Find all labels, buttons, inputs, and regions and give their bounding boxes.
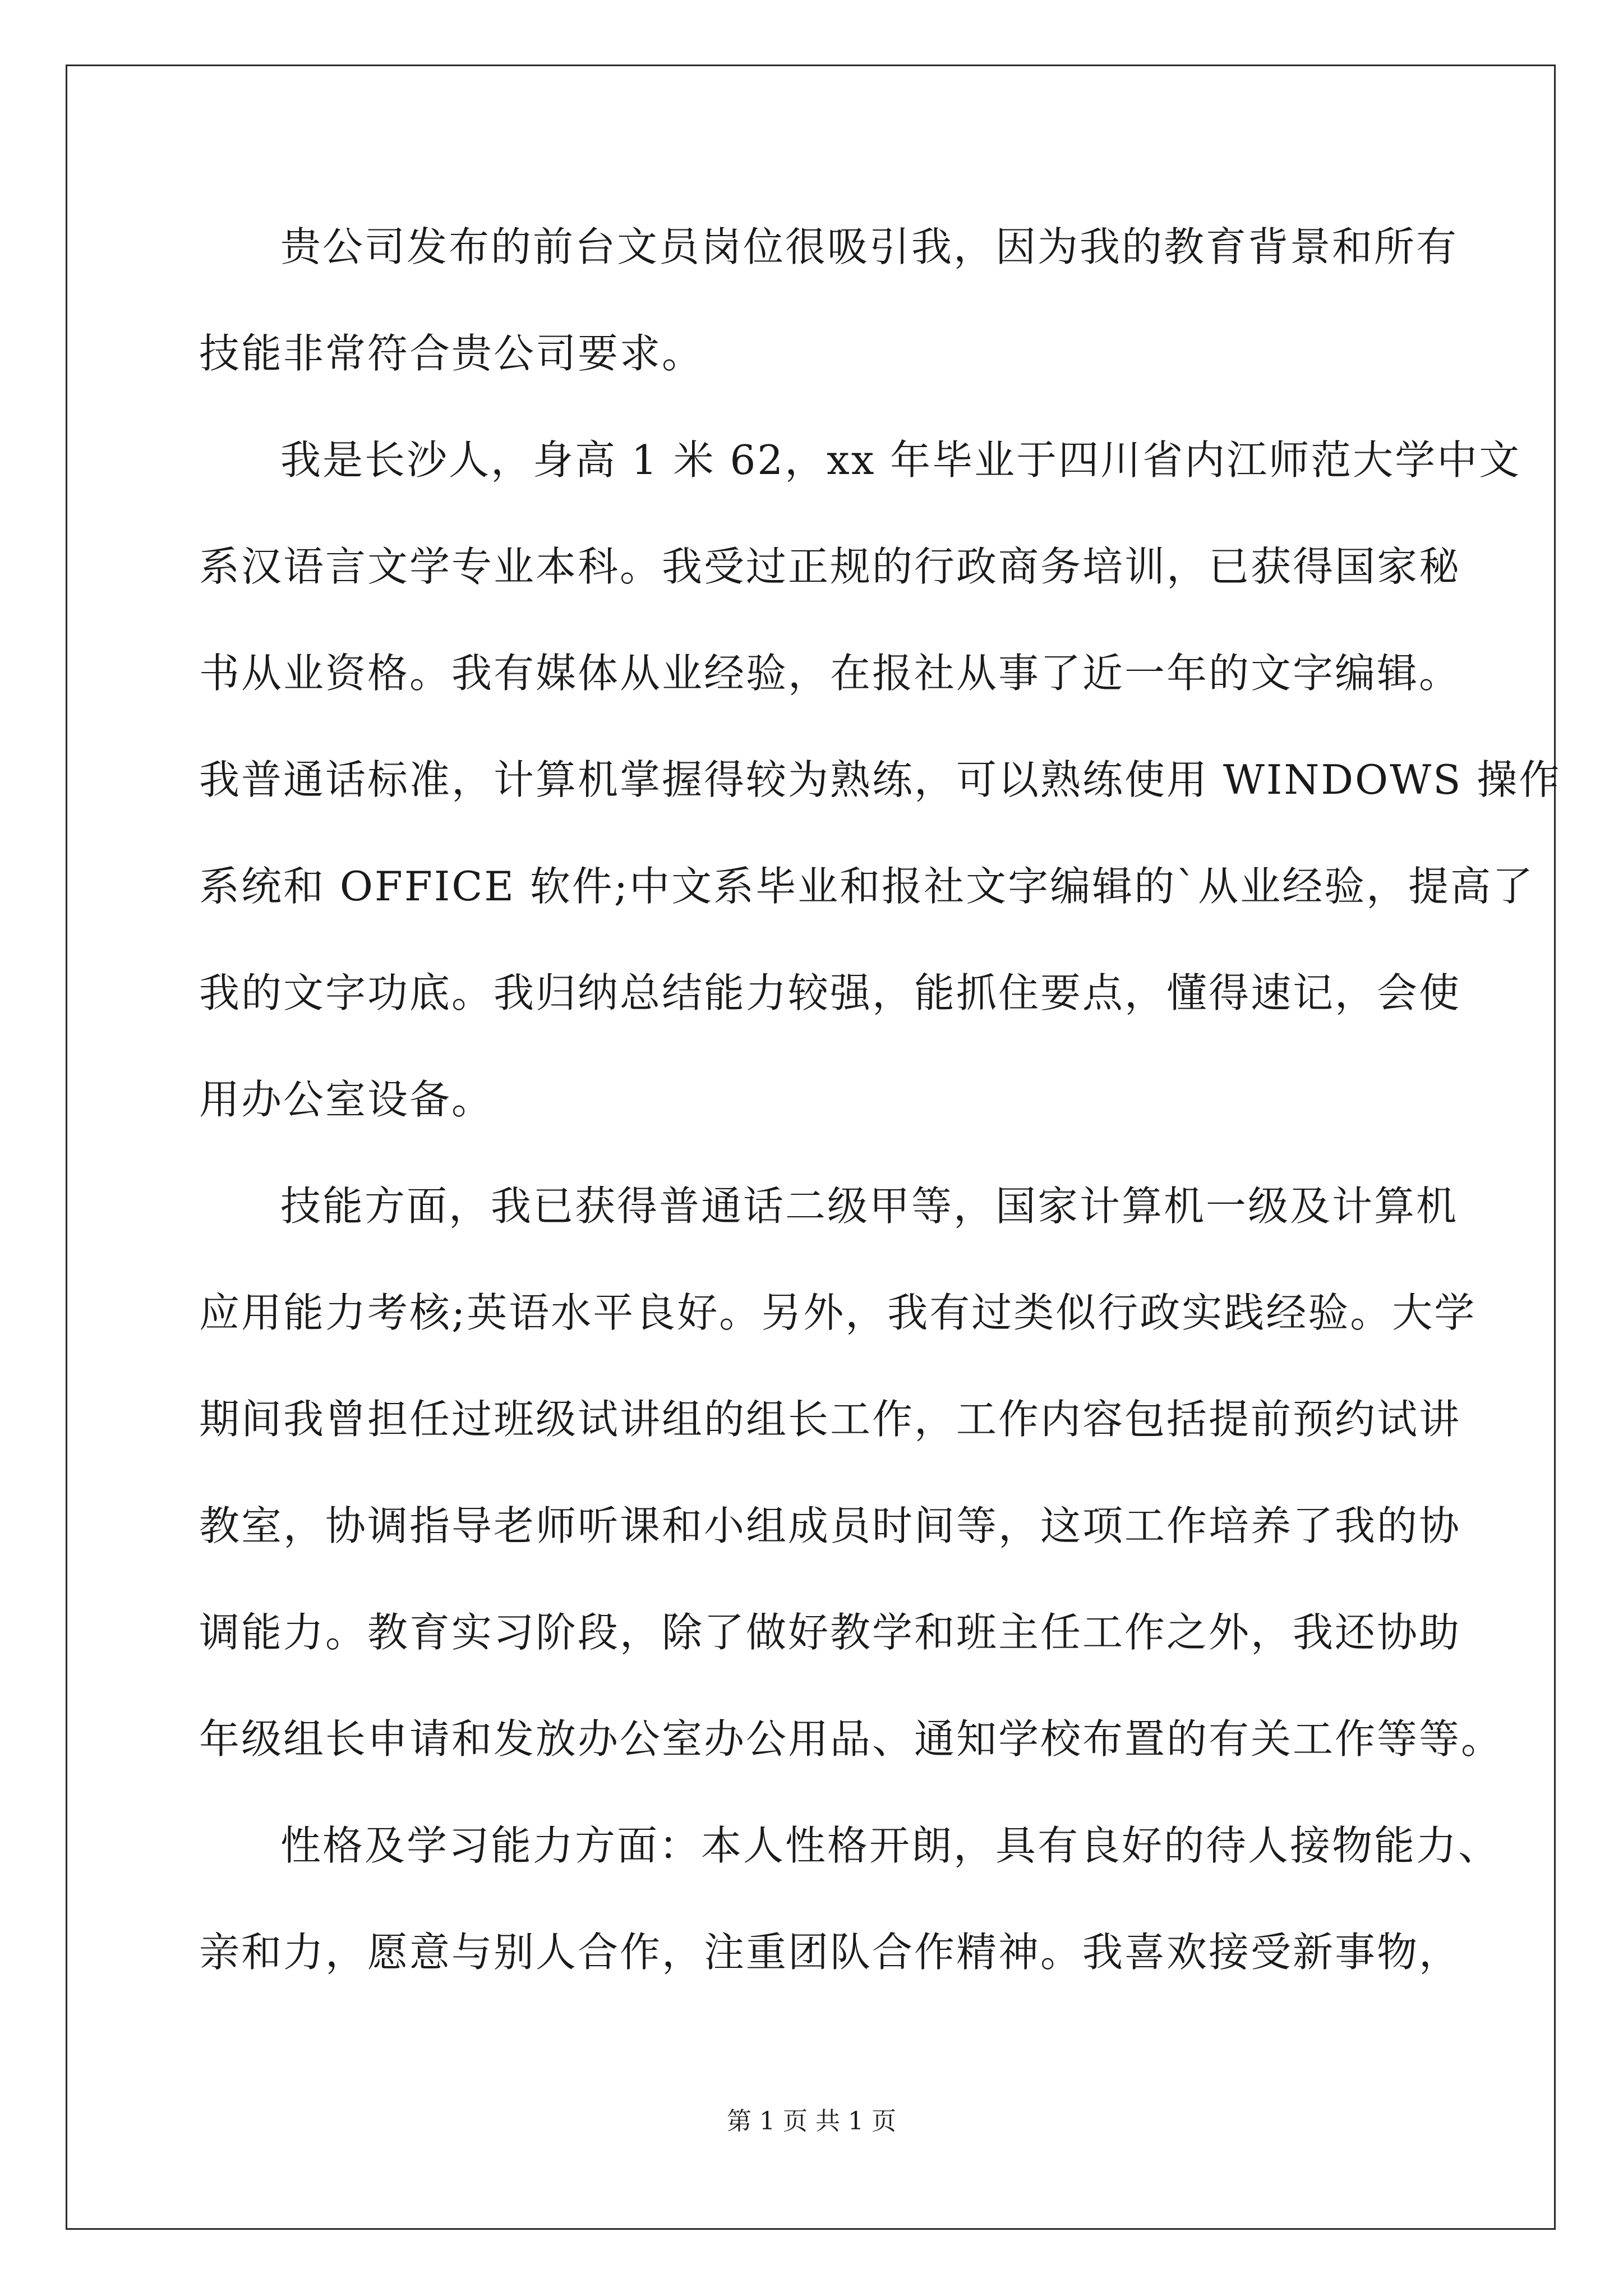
text-line: 贵公司发布的前台文员岗位很吸引我，因为我的教育背景和所有: [280, 223, 1459, 270]
text-line: 系统和 OFFICE 软件;中文系毕业和报社文字编辑的`从业经验，提高了: [199, 863, 1535, 910]
text-line: 年级组长申请和发放办公室办公用品、通知学校布置的有关工作等等。: [199, 1715, 1504, 1763]
text-line: 期间我曾担任过班级试讲组的组长工作，工作内容包括提前预约试讲: [199, 1396, 1461, 1443]
page-indicator: 第 1 页 共 1 页: [727, 2107, 896, 2136]
page-footer: [0, 2101, 1623, 2137]
text-line: 我普通话标准，计算机掌握得较为熟练，可以熟练使用 WINDOWS 操作: [199, 756, 1561, 803]
document-body: [199, 213, 1561, 2025]
text-line: 调能力。教育实习阶段，除了做好教学和班主任工作之外，我还协助: [199, 1609, 1461, 1656]
text-line: 技能非常符合贵公司要求。: [199, 330, 704, 377]
text-line: 用办公室设备。: [199, 1076, 494, 1123]
text-line: 书从业资格。我有媒体从业经验，在报社从事了近一年的文字编辑。: [199, 650, 1461, 697]
text-line: 技能方面，我已获得普通话二级甲等，国家计算机一级及计算机: [280, 1182, 1459, 1230]
text-line: 系汉语言文学专业本科。我受过正规的行政商务培训，已获得国家秘: [199, 543, 1461, 590]
text-line: 教室，协调指导老师听课和小组成员时间等，这项工作培养了我的协: [199, 1502, 1461, 1549]
text-line: 性格及学习能力方面：本人性格开朗，具有良好的待人接物能力、: [280, 1822, 1501, 1869]
text-line: 我是长沙人，身高 1 米 62，xx 年毕业于四川省内江师范大学中文: [280, 436, 1521, 484]
text-line: 应用能力考核;英语水平良好。另外，我有过类似行政实践经验。大学: [199, 1289, 1477, 1336]
text-line: 我的文字功底。我归纳总结能力较强，能抓住要点，懂得速记，会使: [199, 969, 1461, 1016]
text-line: 亲和力，愿意与别人合作，注重团队合作精神。我喜欢接受新事物，: [199, 1929, 1461, 1976]
